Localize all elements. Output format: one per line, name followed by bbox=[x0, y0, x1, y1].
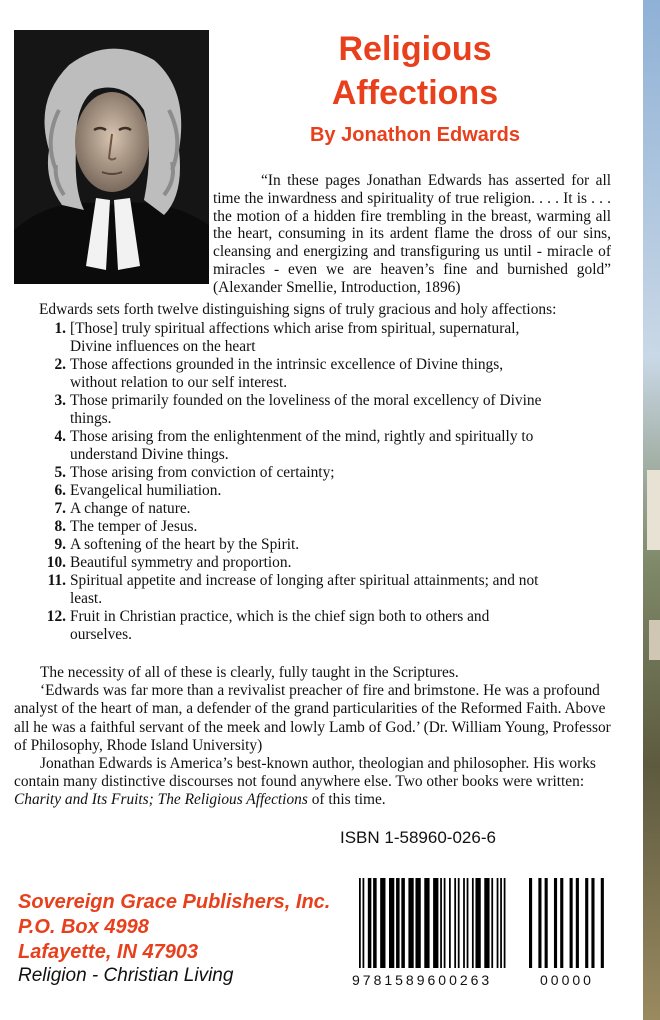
barcode-bar bbox=[454, 878, 456, 968]
barcode-bar bbox=[491, 878, 493, 968]
publisher-address-line2: Lafayette, IN 47903 bbox=[18, 941, 199, 963]
barcode-addon-digits: 00000 bbox=[540, 972, 594, 988]
barcode-bar bbox=[472, 878, 474, 968]
item-number: 11. bbox=[47, 572, 66, 589]
item-number: 2. bbox=[54, 356, 66, 373]
bio-text-end: of this time. bbox=[307, 791, 386, 809]
item-text: Those primarily founded on the loveliness of the moral excellency of Divine things. bbox=[70, 392, 542, 427]
item-number: 8. bbox=[54, 518, 66, 535]
barcode-bar bbox=[396, 878, 400, 968]
item-number: 6. bbox=[54, 482, 66, 499]
item-text: A change of nature. bbox=[70, 500, 191, 517]
body-text bbox=[14, 664, 614, 810]
barcode-bar bbox=[444, 878, 446, 968]
item-text: The temper of Jesus. bbox=[70, 518, 198, 535]
barcode-bar bbox=[467, 878, 469, 968]
barcode-bar bbox=[368, 878, 372, 968]
barcode-bar bbox=[554, 878, 557, 968]
item-number: 7. bbox=[54, 500, 66, 517]
barcode-bar bbox=[560, 878, 563, 968]
publisher-block bbox=[18, 890, 330, 965]
item-number: 10. bbox=[46, 554, 66, 571]
list-item bbox=[18, 536, 548, 554]
list-item bbox=[18, 392, 548, 428]
barcode-bar bbox=[585, 878, 588, 968]
publisher-name: Sovereign Grace Publishers, Inc. bbox=[18, 891, 331, 913]
barcode-bar bbox=[424, 878, 429, 968]
list-item bbox=[18, 428, 548, 464]
item-number: 12. bbox=[46, 608, 66, 625]
barcode-bar bbox=[359, 878, 361, 968]
list-item bbox=[18, 320, 548, 356]
barcode-bar bbox=[415, 878, 420, 968]
item-number: 5. bbox=[54, 464, 66, 481]
barcode-bar bbox=[601, 878, 604, 968]
barcode-bar bbox=[440, 878, 442, 968]
barcode-bar bbox=[463, 878, 465, 968]
barcode-bar bbox=[458, 878, 460, 968]
list-item bbox=[18, 572, 548, 608]
barcode-main-digits: 9781589600263 bbox=[352, 972, 493, 988]
item-text: Those arising from conviction of certainty; bbox=[70, 464, 335, 481]
barcode-bar bbox=[591, 878, 594, 968]
item-text: Those arising from the enlightenment of the mind, rightly and spiritually to understand Divine things. bbox=[70, 428, 534, 463]
item-text: Beautiful symmetry and proportion. bbox=[70, 554, 292, 571]
barcode-bar bbox=[538, 878, 541, 968]
barcode-bar bbox=[449, 878, 451, 968]
barcode-bar bbox=[373, 878, 377, 968]
list-item bbox=[18, 608, 548, 644]
barcode-bar bbox=[529, 878, 532, 968]
barcode-bar bbox=[433, 878, 438, 968]
barcode bbox=[357, 878, 609, 970]
list-item bbox=[18, 482, 548, 500]
barcode-bar bbox=[484, 878, 489, 968]
young-quote-paragraph: ‘Edwards was far more than a revivalist preacher of fire and brimstone. He was a profound analyst of the heart of man, a defender of the grand particularities of the Reformed Faith. Above all he was a faithful servant of the meek and lowly Lamb of God.’ (Dr. William Young, Professor of Philosophy, Rhode Island University) bbox=[14, 682, 611, 754]
barcode-bar bbox=[497, 878, 499, 968]
book-author: By Jonathon Edwards bbox=[309, 124, 521, 146]
item-number: 1. bbox=[54, 320, 66, 337]
barcode-bar bbox=[504, 878, 506, 968]
item-text: Those affections grounded in the intrinsic excellence of Divine things, without relation to our self interest. bbox=[70, 356, 504, 391]
publisher-address-line1: P.O. Box 4998 bbox=[18, 916, 149, 938]
item-text: A softening of the heart by the Spirit. bbox=[70, 536, 300, 553]
signs-list bbox=[18, 320, 548, 644]
barcode-bar bbox=[545, 878, 548, 968]
barcode-bar bbox=[363, 878, 365, 968]
cover-photo-edge bbox=[643, 0, 660, 1020]
item-text: Spiritual appetite and increase of longing after spiritual attainments; and not least. bbox=[70, 572, 539, 607]
book-category: Religion - Christian Living bbox=[18, 965, 234, 986]
item-number: 4. bbox=[54, 428, 66, 445]
barcode-bar bbox=[570, 878, 573, 968]
list-item bbox=[18, 464, 548, 482]
item-number: 3. bbox=[54, 392, 66, 409]
book-title-line1: Religious bbox=[338, 30, 492, 68]
barcode-bar bbox=[500, 878, 502, 968]
item-number: 9. bbox=[54, 536, 66, 553]
barcode-bar bbox=[380, 878, 385, 968]
bio-text: Jonathan Edwards is America’s best-known author, theologian and philosopher. His works contain many distinctive discourses not found anywhere else. Two other books were written: bbox=[14, 755, 596, 791]
list-item bbox=[18, 500, 548, 518]
signs-intro: Edwards sets forth twelve distinguishing signs of truly gracious and holy affections: bbox=[39, 301, 557, 318]
smellie-quote: “In these pages Jonathan Edwards has asserted for all time the inwardness and spirituality of true religion. . . . It is . . . the motion of a hidden fire trembling in the breast, warming all the heart, consuming in its ardent flame the dross of our sins, cleansing and energizing and transfiguring us until - miracle of miracles - even we are heaven’s fine and burnished gold” (Alexander Smellie, Introduction, 1896) bbox=[213, 172, 611, 296]
list-item bbox=[18, 518, 548, 536]
item-text: Evangelical humiliation. bbox=[70, 482, 222, 499]
author-portrait bbox=[14, 30, 209, 284]
barcode-bar bbox=[401, 878, 405, 968]
barcode-bar bbox=[408, 878, 413, 968]
bio-paragraph bbox=[14, 755, 614, 810]
isbn-label: ISBN 1-58960-026-6 bbox=[340, 828, 496, 847]
item-text: [Those] truly spiritual affections which arise from spiritual, supernatural, Divine influences on the heart bbox=[70, 320, 520, 355]
barcode-bar bbox=[389, 878, 394, 968]
list-item bbox=[18, 356, 548, 392]
necessity-paragraph: The necessity of all of these is clearly, fully taught in the Scriptures. bbox=[40, 664, 459, 681]
barcode-bar bbox=[576, 878, 579, 968]
other-book-titles: Charity and Its Fruits; The Religious Affections bbox=[14, 791, 308, 809]
item-text: Fruit in Christian practice, which is the chief sign both to others and ourselves. bbox=[70, 608, 490, 643]
list-item bbox=[18, 554, 548, 572]
book-title-line2: Affections bbox=[331, 74, 499, 112]
barcode-bar bbox=[475, 878, 480, 968]
